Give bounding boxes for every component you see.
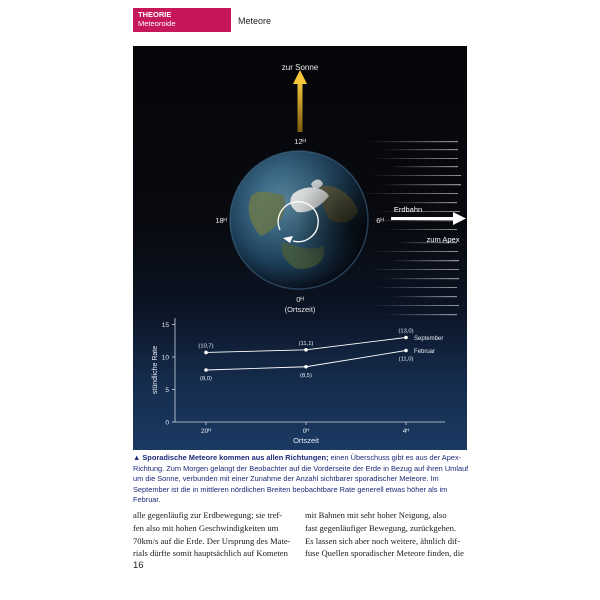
y-tick-label: 0 [165, 419, 169, 427]
earth-globe [230, 151, 368, 289]
sun-arrow [293, 70, 307, 132]
hour-18-label: 18ᴴ [215, 216, 227, 225]
body-line: fast gegenläufiger Bewegung, zurückgehen. [305, 522, 457, 533]
caption-text: einen Überschuss gibt es aus der Apex-Richtung. Zum Morgen gelangt der Beobachter auf die Vorderseite der Erde in Bezug auf ihren Umlauf um die Sonne, verbunden mit einer Zunahme der Anzahl sichtbarer sporadischer Meteore. Im September ist die in mittleren nördlichen Breiten beobachtbare Rate generell etwas höher als im Februar. [133, 453, 469, 505]
hour-6-label: 6ᴴ [376, 216, 384, 225]
body-line: mit Bahnen mit sehr hoher Neigung, also [305, 510, 447, 520]
hour-0-label: 0ᴴ [296, 295, 304, 304]
body-line: fen also mit hohen Geschwindigkeiten um [133, 522, 279, 533]
data-label: (13,0) [398, 328, 414, 335]
data-point [204, 351, 208, 355]
body-line: rials dürfte somit hauptsächlich auf Kometen [133, 548, 288, 559]
x-tick-label: 20ᴴ [200, 428, 212, 435]
apex-label: zum Apex [426, 235, 460, 244]
body-column-2 [305, 509, 469, 560]
data-point [204, 368, 208, 372]
local-time-label: (Ortszeit) [284, 305, 316, 314]
data-label: (8,0) [200, 376, 212, 382]
category-tag [133, 8, 231, 32]
body-line: Es lassen sich aber noch weitere, ähnlich dif- [305, 535, 461, 546]
data-point [404, 349, 408, 353]
data-point [304, 365, 308, 369]
category-label: THEORIE [138, 10, 172, 19]
chart-x-title: Ortszeit [293, 436, 319, 445]
orbit-label: Erdbahn [393, 205, 423, 214]
data-label: (8,5) [300, 372, 312, 379]
body-line: fuse Quellen sporadischer Meteore finden, die [305, 548, 464, 559]
section-title: Meteore [238, 16, 272, 26]
series-name-label: Februar [414, 349, 436, 355]
data-label: (10,7) [198, 343, 214, 350]
meteor-figure [133, 46, 467, 450]
body-line: 70km/s auf die Erde. Der Ursprung des Mate- [133, 535, 291, 546]
body-column-1 [133, 509, 297, 560]
y-tick-label: 10 [161, 354, 169, 362]
hour-12-label: 12ᴴ [294, 137, 306, 146]
figure-caption: ▲ Sporadische Meteore kommen aus allen Richtungen; einen Überschuss gibt es aus der Apex-Richtung. Zum Morgen gelangt der Beobachter auf die Vorderseite der Erde in Bezug auf ihren Umlauf um die Sonne, verbunden mit einer Zunahme der Anzahl sichtbarer sporadischer Meteore. Im September ist die in mittleren nördlichen Breiten beobachtbare Rate generell etwas höher als im Februar. [133, 453, 469, 505]
data-point [304, 348, 308, 352]
series-name-label: September [414, 336, 444, 342]
data-label: (11,0) [398, 356, 414, 363]
rate-chart [152, 318, 445, 445]
meteor-streaks [363, 141, 461, 315]
sun-label: zur Sonne [281, 63, 319, 72]
chart-y-title: stündliche Rate [152, 345, 159, 395]
caption-bold: Sporadische Meteore kommen aus allen Richtungen; [142, 453, 329, 462]
figure-graphic [133, 46, 467, 450]
data-label: (11,1) [298, 340, 314, 347]
y-tick-label: 5 [165, 387, 169, 394]
body-line: alle gegenläufig zur Erdbewegung; sie tref- [133, 510, 283, 520]
subcategory-label: Meteoroide [138, 19, 176, 28]
page-number: 16 [133, 560, 144, 571]
x-tick-label: 0ᴴ [302, 428, 310, 435]
y-tick-label: 15 [161, 322, 169, 329]
data-point [404, 336, 408, 340]
x-tick-label: 4ᴴ [402, 428, 410, 435]
